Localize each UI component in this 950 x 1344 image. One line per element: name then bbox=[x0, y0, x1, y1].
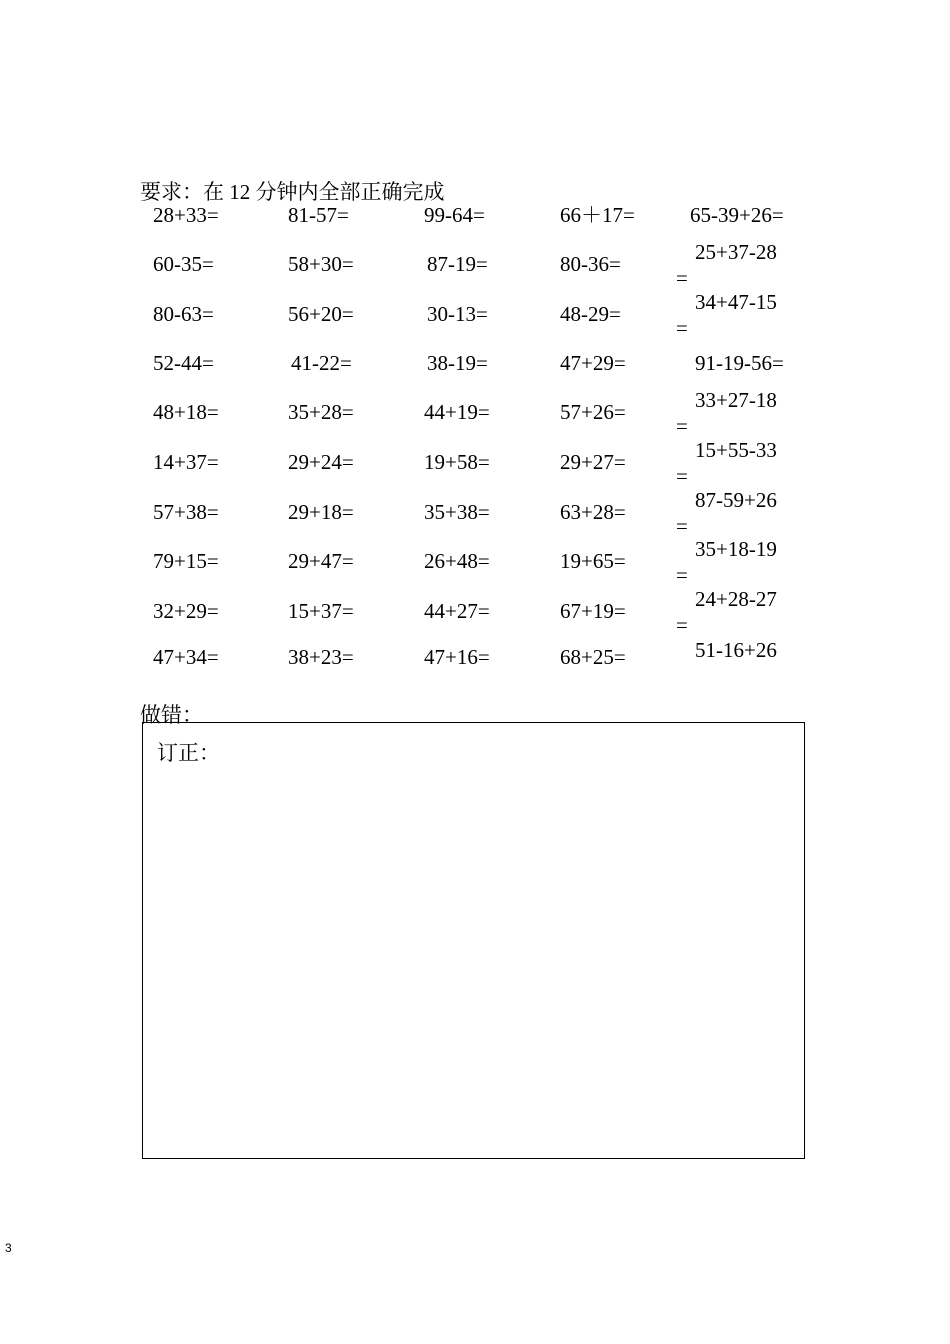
problem: 14+37= bbox=[153, 450, 219, 474]
problem: 60-35= bbox=[153, 252, 214, 276]
problem-row bbox=[0, 203, 950, 243]
problem: 81-57= bbox=[288, 203, 349, 227]
problem: 47+16= bbox=[424, 645, 490, 669]
problem: 44+19= bbox=[424, 400, 490, 424]
problem: 29+27= bbox=[560, 450, 626, 474]
problem: 47+29= bbox=[560, 351, 626, 375]
problem: 66＋17= bbox=[560, 203, 635, 227]
mistakes-label: 做错： bbox=[140, 703, 203, 727]
problem: 67+19= bbox=[560, 599, 626, 623]
problem-expression: 35+18-19 bbox=[695, 537, 777, 561]
problem: 65-39+26= bbox=[690, 203, 784, 227]
problem-equals: = bbox=[676, 414, 688, 438]
problem: 35+28= bbox=[288, 400, 354, 424]
correction-box[interactable] bbox=[142, 722, 805, 1159]
problem-row bbox=[0, 488, 950, 540]
problem: 32+29= bbox=[153, 599, 219, 623]
problem-equals: = bbox=[676, 613, 688, 637]
problem-expression: 25+37-28 bbox=[695, 240, 777, 264]
problem: 48-29= bbox=[560, 302, 621, 326]
problem: 80-63= bbox=[153, 302, 214, 326]
problem-row bbox=[0, 537, 950, 589]
problem: 52-44= bbox=[153, 351, 214, 375]
problem: 30-13= bbox=[427, 302, 488, 326]
problem: 28+33= bbox=[153, 203, 219, 227]
problem: 29+24= bbox=[288, 450, 354, 474]
problem-expression: 34+47-15 bbox=[695, 290, 777, 314]
problem: 80-36= bbox=[560, 252, 621, 276]
problem: 41-22= bbox=[291, 351, 352, 375]
problem-row bbox=[0, 351, 950, 391]
problem-expression: 87-59+26 bbox=[695, 488, 777, 512]
problem: 35+38= bbox=[424, 500, 490, 524]
problem: 57+38= bbox=[153, 500, 219, 524]
problem: 87-19= bbox=[427, 252, 488, 276]
problem: 57+26= bbox=[560, 400, 626, 424]
problem: 58+30= bbox=[288, 252, 354, 276]
problem: 99-64= bbox=[424, 203, 485, 227]
page-number: 3 bbox=[5, 1241, 12, 1255]
wrapped-problem bbox=[676, 586, 796, 638]
problem: 26+48= bbox=[424, 549, 490, 573]
problem-equals: = bbox=[676, 266, 688, 290]
problem-row bbox=[0, 388, 950, 440]
problem-expression: 15+55-33 bbox=[695, 438, 777, 462]
wrapped-problem bbox=[676, 239, 796, 291]
correction-label: 订正： bbox=[157, 741, 220, 765]
problem: 15+37= bbox=[288, 599, 354, 623]
wrapped-problem bbox=[676, 289, 796, 341]
problem-equals: = bbox=[676, 514, 688, 538]
problem-equals: = bbox=[676, 316, 688, 340]
problem-equals: = bbox=[676, 464, 688, 488]
problem: 29+47= bbox=[288, 549, 354, 573]
problem: 29+18= bbox=[288, 500, 354, 524]
problem: 68+25= bbox=[560, 645, 626, 669]
problem-row bbox=[0, 290, 950, 342]
problem-row bbox=[0, 240, 950, 292]
wrapped-problem bbox=[676, 536, 796, 588]
problem: 38-19= bbox=[427, 351, 488, 375]
wrapped-problem bbox=[676, 387, 796, 439]
problem: 44+27= bbox=[424, 599, 490, 623]
problem-row bbox=[0, 638, 950, 685]
problem: 79+15= bbox=[153, 549, 219, 573]
requirement-text: 要求：在 12 分钟内全部正确完成 bbox=[140, 180, 445, 204]
problem: 63+28= bbox=[560, 500, 626, 524]
problem: 38+23= bbox=[288, 645, 354, 669]
wrapped-problem bbox=[676, 437, 796, 489]
problem-expression: 24+28-27 bbox=[695, 587, 777, 611]
problem: 51-16+26 bbox=[695, 638, 777, 662]
wrapped-problem bbox=[676, 487, 796, 539]
problem: 56+20= bbox=[288, 302, 354, 326]
problem-row bbox=[0, 587, 950, 639]
problem: 19+65= bbox=[560, 549, 626, 573]
problem: 47+34= bbox=[153, 645, 219, 669]
problem-expression: 33+27-18 bbox=[695, 388, 777, 412]
problem: 19+58= bbox=[424, 450, 490, 474]
problem-row bbox=[0, 438, 950, 490]
problem: 48+18= bbox=[153, 400, 219, 424]
problem-equals: = bbox=[676, 563, 688, 587]
problem: 91-19-56= bbox=[695, 351, 784, 375]
